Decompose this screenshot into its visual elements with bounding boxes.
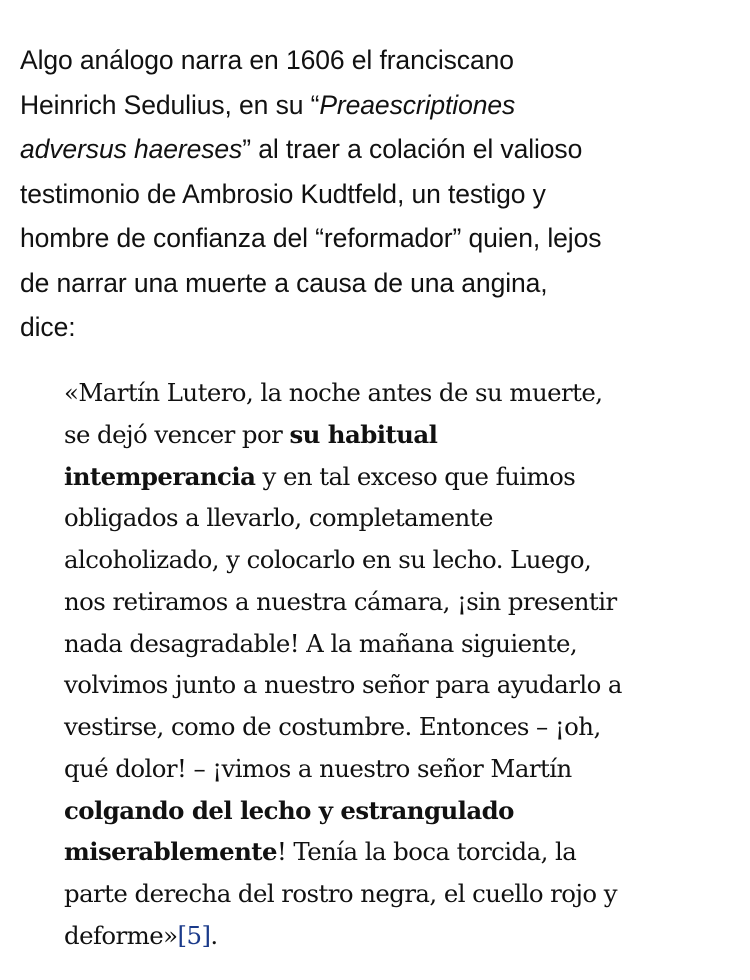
book-title-italic: adversus haereses xyxy=(20,134,243,164)
quote-text: y en tal exceso que fuimos xyxy=(255,461,576,491)
quote-line: qué dolor! – ¡vimos a nuestro señor Martín xyxy=(64,753,572,783)
quote-line xyxy=(64,915,744,957)
quote-line xyxy=(64,790,744,832)
quote-line: volvimos junto a nuestro señor para ayudarlo a xyxy=(64,670,622,700)
intro-text: ” al traer a colación el valioso xyxy=(242,134,583,164)
quote-line: «Martín Lutero, la noche antes de su muerte, xyxy=(64,378,603,407)
quote-line xyxy=(64,456,744,498)
intro-line: dice: xyxy=(20,312,76,342)
intro-line xyxy=(20,127,738,172)
quote-text: deforme» xyxy=(64,920,178,950)
footnote-link[interactable]: [5] xyxy=(177,920,211,950)
book-title-italic: Preaescriptiones xyxy=(319,89,516,120)
quote-line: alcoholizado, y colocarlo en su lecho. Luego, xyxy=(64,545,592,574)
intro-line: Algo análogo narra en 1606 el franciscano xyxy=(20,45,514,75)
quote-bold: intemperancia xyxy=(64,461,256,491)
quote-line: nos retiramos a nuestra cámara, ¡sin presentir xyxy=(64,586,617,616)
quote-line: parte derecha del rostro negra, el cuello rojo y xyxy=(64,879,617,908)
intro-line: hombre de confianza del “reformador” quien, lejos xyxy=(20,223,602,253)
quote-line xyxy=(64,414,744,456)
quote-bold: miserablemente xyxy=(64,837,277,867)
blockquote xyxy=(64,372,744,957)
quote-line: obligados a llevarlo, completamente xyxy=(64,503,493,533)
quote-text: se dejó vencer por xyxy=(64,419,290,449)
intro-line: de narrar una muerte a causa de una angina, xyxy=(20,267,548,298)
quote-bold: colgando del lecho y estrangulado xyxy=(64,795,514,825)
intro-line xyxy=(20,83,738,128)
quote-line: nada desagradable! A la mañana siguiente, xyxy=(64,628,578,658)
intro-line: testimonio de Ambrosio Kudtfeld, un testigo y xyxy=(20,178,546,209)
intro-paragraph xyxy=(20,38,738,350)
quote-line xyxy=(64,831,744,873)
quote-text: . xyxy=(210,920,218,950)
quote-bold: su habitual xyxy=(289,419,438,449)
quote-text: ! Tenía la boca torcida, la xyxy=(276,837,577,867)
quote-line: vestirse, como de costumbre. Entonces – ¡oh, xyxy=(64,712,601,741)
intro-text: Heinrich Sedulius, en su “ xyxy=(20,89,320,120)
